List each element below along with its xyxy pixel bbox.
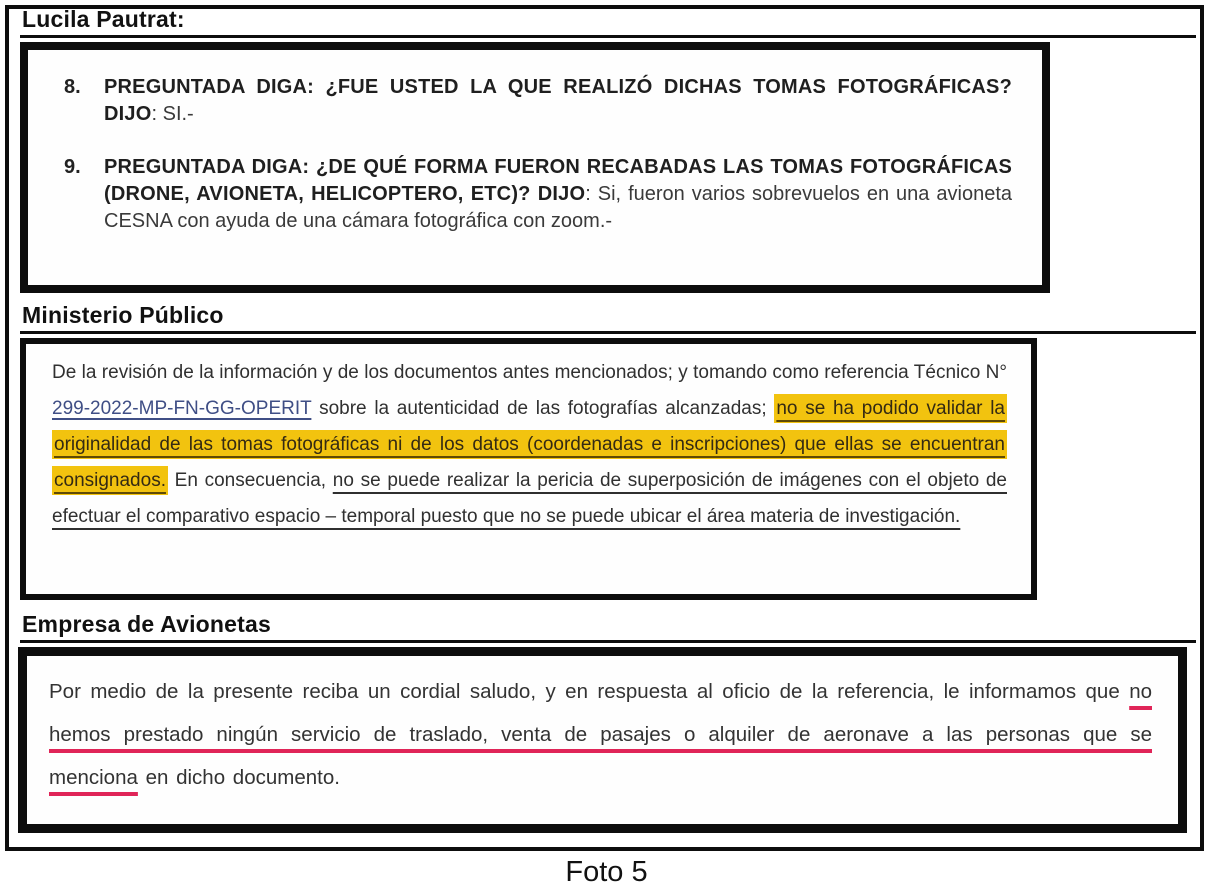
ministerio-paragraph bbox=[52, 355, 1007, 535]
empresa-letter-box bbox=[18, 647, 1187, 833]
testimony-item bbox=[64, 74, 1012, 128]
item-number: 9. bbox=[64, 156, 81, 178]
heading-rule bbox=[20, 35, 1196, 38]
section-heading-ministerio-publico: Ministerio Público bbox=[22, 302, 224, 328]
question-text: PREGUNTADA DIGA: ¿FUE USTED LA QUE REALIZÓ DICHAS TOMAS FOTOGRÁFICAS? DIJO bbox=[104, 76, 1012, 125]
answer-text: : SI.- bbox=[151, 103, 194, 125]
text-segment-plain: De la revisión de la información y de los documentos antes mencionados; y tomando como referencia Técnico N° bbox=[52, 362, 1007, 383]
text-segment-plain: sobre la autenticidad de las fotografías alcanzadas; bbox=[311, 398, 775, 419]
heading-rule bbox=[20, 331, 1196, 334]
text-segment-ured: no hemos prestado ningún servicio de traslado, venta de pasajes o alquiler de aeronave a las personas que se menciona bbox=[49, 680, 1152, 789]
text-segment-plain: Por medio de la presente reciba un cordial saludo, y en respuesta al oficio de la referencia, le informamos que bbox=[49, 680, 1130, 703]
text-segment-hl: no se ha podido validar la originalidad de las tomas fotográficas ni de los datos (coordenadas e inscripciones) que ellas se encuentran consignados. bbox=[52, 394, 1007, 495]
testimony-box bbox=[20, 42, 1050, 293]
section-heading-empresa-de-avionetas: Empresa de Avionetas bbox=[22, 611, 272, 637]
item-text bbox=[104, 154, 1012, 235]
ministerio-report-box bbox=[20, 338, 1037, 600]
text-segment-plain: En consecuencia, bbox=[167, 470, 333, 491]
question-text: PREGUNTADA DIGA: ¿DE QUÉ FORMA FUERON RECABADAS LAS TOMAS FOTOGRÁFICAS (DRONE, AVIONETA, HELICOPTERO, ETC)? DIJO bbox=[104, 156, 1012, 205]
item-text bbox=[104, 74, 1012, 128]
text-segment-ref: 299-2022-MP-FN-GG-OPERIT bbox=[52, 398, 312, 419]
item-number: 8. bbox=[64, 76, 81, 98]
heading-rule bbox=[20, 640, 1196, 643]
section-heading-lucila-pautrat: Lucila Pautrat: bbox=[22, 6, 185, 32]
answer-text: : Si, fueron varios sobrevuelos en una avioneta CESNA con ayuda de una cámara fotográfica con zoom.- bbox=[104, 183, 1012, 232]
figure-caption: Foto 5 bbox=[565, 856, 648, 888]
empresa-paragraph bbox=[49, 670, 1152, 799]
testimony-item bbox=[64, 154, 1012, 235]
text-segment-plain: en dicho documento. bbox=[137, 766, 340, 789]
text-segment-udark: no se puede realizar la pericia de superposición de imágenes con el objeto de efectuar el comparativo espacio – temporal puesto que no se puede ubicar el área materia de investigación. bbox=[52, 470, 1007, 527]
